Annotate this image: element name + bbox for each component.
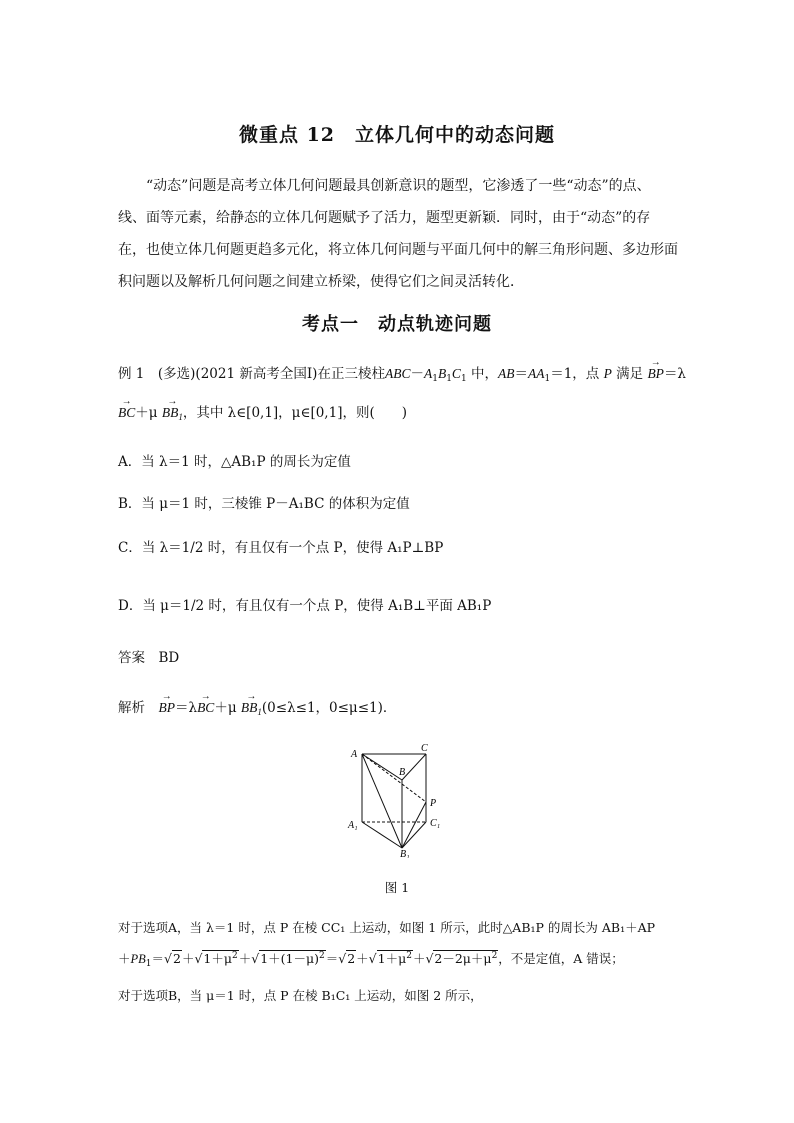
label-c: C [421,743,428,754]
segment-ab1 [362,754,402,848]
para-a-line-1: 对于选项A，当 λ＝1 时，点 P 在棱 CC₁ 上运动，如图 1 所示，此时△AB₁P 的周长为 AB₁＋AP [118,920,656,935]
page-title: 微重点 12 立体几何中的动态问题 [238,124,556,146]
example-line-2: → $BC+\mu \to BB_1$，其中 λ∈[0,1]，μ∈[0,1]，则( ) [118,403,407,427]
label-c1: C₁ [430,818,441,829]
option-d: D．当 μ＝1/2 时，有且仅有一个点 P，使得 A₁B⊥平面 AB₁P [118,598,492,614]
example-condition: ，其中 λ∈[0,1]，μ∈[0,1]，则( ) [182,405,407,421]
analysis-line: 解析 → $BP=\lambda\to BC+\mu \to BB_1(0\le\lambda\le 1$，0≤μ≤1)． [118,698,396,722]
label-b: B [399,767,406,778]
edge-bc [402,754,426,780]
segment-ap [362,754,426,802]
label-a: A [351,749,358,760]
figure-caption: 图 1 [384,880,410,895]
para-b-line: 对于选项B，当 μ＝1 时，点 P 在棱 B₁C₁ 上运动，如图 2 所示， [118,988,483,1003]
option-a: A．当 λ＝1 时，△AB₁P 的周长为定值 [118,454,351,470]
example-text-prefix: 在正三棱柱 [317,366,385,382]
answer-label: 答案 [118,650,145,666]
para-a-conclusion: ，不是定值，A 错误； [498,951,624,967]
answer-line [118,648,179,668]
analysis-label: 解析 [118,700,145,716]
analysis-range: (0≤λ≤1，0≤μ≤1)． [261,700,397,716]
segment-b1p [402,802,426,848]
option-b: B．当 μ＝1 时，三棱锥 P－A₁BC 的体积为定值 [118,496,410,512]
label-a1: A₁ [348,820,358,831]
example-source: (多选)(2021 新高考全国Ⅰ) [157,366,318,382]
para-a-line-2: $+PB_1=√2+√1+\mu^2+√1+(1-\mu)^2=√2+√1+\mu^2+√2-2\mu+\mu^2$，不是定值，A 错误； [118,951,624,970]
prism-figure [340,740,460,858]
option-c: C．当 λ＝1/2 时，有且仅有一个点 P，使得 A₁P⊥BP [118,540,444,556]
label-b1: B₁ [400,849,410,858]
intro-paragraph: “动态”问题是高考立体几何问题最具创新意识的题型，它渗透了一些“动态”的点、线、面等元素，给静态的立体几何题赋予了活力，题型更新颖．同时，由于“动态”的存在，也使立体几何题更趋多元化，将立体几何问题与平面几何中的解三角形问题、多边形面积问题以及解析几何问题之间建立桥梁，使得它们之间灵活转化． [118,178,678,290]
section-title: 考点一 动点轨迹问题 [302,314,492,335]
example-label: 例 1 [118,366,145,382]
label-p: P [430,798,437,809]
example-line-1: 例 1 (多选)(2021 新高考全国Ⅰ)在正三棱柱$ABC-A_1B_1C_1$ 中，$AB=AA_1=1$，点 P 满足 → BP＝λ [118,364,686,389]
answer-value: BD [158,650,180,666]
